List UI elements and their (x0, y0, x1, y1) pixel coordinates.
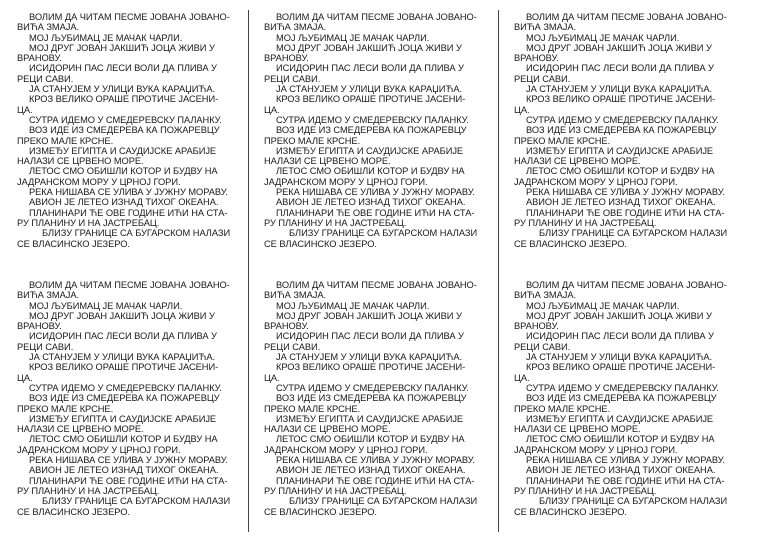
sentence-line: РЕКА НИШАВА СЕ УЛИВА У ЈУЖНУ МОРАВУ. (276, 187, 475, 198)
sentence-line: КРОЗ ВЕЛИКО ОРАШЕ ПРОТИЧЕ ЈАСЕНИ- (29, 362, 219, 373)
sentence-line: ПРЕКО МАЛЕ КРСНЕ. (264, 135, 361, 146)
sentence-line: ЛЕТОС СМО ОБИШЛИ КОТОР И БУДВУ НА (526, 166, 715, 177)
sentence-line: АВИОН ЈЕ ЛЕТЕО ИЗНАД ТИХОГ ОКЕАНА. (29, 197, 219, 208)
sentence-line: ВИЋА ЗМАЈА. (17, 290, 80, 301)
sentence-line: ЛЕТОС СМО ОБИШЛИ КОТОР И БУДВУ НА (29, 434, 218, 445)
sentence-line: ПРЕКО МАЛЕ КРСНЕ. (17, 135, 114, 146)
sentence-block-top-center (264, 12, 492, 249)
sentence-line: АВИОН ЈЕ ЛЕТЕО ИЗНАД ТИХОГ ОКЕАНА. (526, 197, 716, 208)
sentence-line: СУТРА ИДЕМО У СМЕДЕРЕВСКУ ПАЛАНКУ. (276, 382, 469, 393)
column-divider (248, 10, 249, 532)
sentence-line: ВРАНОВУ. (264, 53, 309, 64)
sentence-line: ИЗМЕЂУ ЕГИПТА И САУДИЈСКЕ АРАБИЈЕ (29, 145, 217, 156)
sentence-line: СУТРА ИДЕМО У СМЕДЕРЕВСКУ ПАЛАНКУ. (526, 382, 719, 393)
sentence-line: ЛЕТОС СМО ОБИШЛИ КОТОР И БУДВУ НА (276, 434, 465, 445)
sentence-line: ЈАДРАНСКОМ МОРУ У ЦРНОЈ ГОРИ. (264, 176, 428, 187)
sentence-block-top-right (514, 12, 742, 249)
sentence-line: ПЛАНИНАРИ ЋЕ ОВЕ ГОДИНЕ ИЋИ НА СТА- (276, 475, 475, 486)
sentence-line: РЕКА НИШАВА СЕ УЛИВА У ЈУЖНУ МОРАВУ. (276, 455, 475, 466)
sentence-line: ПЛАНИНАРИ ЋЕ ОВЕ ГОДИНЕ ИЋИ НА СТА- (526, 475, 725, 486)
sentence-line: РУ ПЛАНИНУ И НА ЈАСТРЕБАЦ. (264, 217, 407, 228)
sentence-line: КРОЗ ВЕЛИКО ОРАШЕ ПРОТИЧЕ ЈАСЕНИ- (526, 94, 716, 105)
sentence-line: ИЗМЕЂУ ЕГИПТА И САУДИЈСКЕ АРАБИЈЕ (29, 413, 217, 424)
sentence-line: СУТРА ИДЕМО У СМЕДЕРЕВСКУ ПАЛАНКУ. (276, 114, 469, 125)
sentence-line: ЦА. (17, 104, 33, 115)
sentence-line: МОЈ ДРУГ ЈОВАН ЈАКШИЋ ЈОЦА ЖИВИ У (29, 42, 215, 53)
sentence-line: СУТРА ИДЕМО У СМЕДЕРЕВСКУ ПАЛАНКУ. (29, 382, 222, 393)
sentence-line: ВОЛИМ ДА ЧИТАМ ПЕСМЕ ЈОВАНА ЈОВАНО- (29, 280, 230, 290)
sentence-line: ВОЛИМ ДА ЧИТАМ ПЕСМЕ ЈОВАНА ЈОВАНО- (276, 12, 477, 22)
sentence-line: АВИОН ЈЕ ЛЕТЕО ИЗНАД ТИХОГ ОКЕАНА. (276, 197, 466, 208)
sentence-line: МОЈ ДРУГ ЈОВАН ЈАКШИЋ ЈОЦА ЖИВИ У (29, 310, 215, 321)
sentence-line: ЛЕТОС СМО ОБИШЛИ КОТОР И БУДВУ НА (526, 434, 715, 445)
sentence-line: РЕЦИ САВИ. (17, 73, 74, 84)
sentence-line: МОЈ ЉУБИМАЦ ЈЕ МАЧАК ЧАРЛИ. (276, 32, 430, 43)
sentence-line: МОЈ ЉУБИМАЦ ЈЕ МАЧАК ЧАРЛИ. (29, 300, 183, 311)
sentence-line: КРОЗ ВЕЛИКО ОРАШЕ ПРОТИЧЕ ЈАСЕНИ- (276, 94, 466, 105)
sentence-line: ЈА СТАНУЈЕМ У УЛИЦИ ВУКА КАРАЏИЋА. (276, 84, 462, 95)
sentence-line: МОЈ ДРУГ ЈОВАН ЈАКШИЋ ЈОЦА ЖИВИ У (276, 310, 462, 321)
sentence-line: НАЛАЗИ СЕ ЦРВЕНО МОРЕ. (264, 424, 391, 435)
sentence-line: ИСИДОРИН ПАС ЛЕСИ ВОЛИ ДА ПЛИВА У (276, 63, 464, 74)
sentence-line: ПЛАНИНАРИ ЋЕ ОВЕ ГОДИНЕ ИЋИ НА СТА- (276, 207, 475, 218)
sentence-line: ПЛАНИНАРИ ЋЕ ОВЕ ГОДИНЕ ИЋИ НА СТА- (526, 207, 725, 218)
sentence-line: РЕЦИ САВИ. (514, 341, 571, 352)
sentence-line: РЕКА НИШАВА СЕ УЛИВА У ЈУЖНУ МОРАВУ. (526, 455, 725, 466)
sentence-block-bottom-left (17, 280, 245, 517)
sentence-line: ВРАНОВУ. (514, 321, 559, 332)
sentence-line: МОЈ ЉУБИМАЦ ЈЕ МАЧАК ЧАРЛИ. (526, 32, 680, 43)
sentence-line: НАЛАЗИ СЕ ЦРВЕНО МОРЕ. (514, 156, 641, 167)
sentence-line: ЈАДРАНСКОМ МОРУ У ЦРНОЈ ГОРИ. (514, 444, 678, 455)
sentence-line: ВОЛИМ ДА ЧИТАМ ПЕСМЕ ЈОВАНА ЈОВАНО- (526, 280, 727, 290)
sentence-line: РУ ПЛАНИНУ И НА ЈАСТРЕБАЦ. (514, 485, 657, 496)
sentence-line: ВОЛИМ ДА ЧИТАМ ПЕСМЕ ЈОВАНА ЈОВАНО- (526, 12, 727, 22)
sentence-line: ИЗМЕЂУ ЕГИПТА И САУДИЈСКЕ АРАБИЈЕ (526, 413, 714, 424)
sentence-line: ВОЗ ИДЕ ИЗ СМЕДЕРЕВА КА ПОЖАРЕВЦУ (276, 125, 467, 136)
sentence-line: ВИЋА ЗМАЈА. (17, 22, 80, 33)
sentence-line: ВОЗ ИДЕ ИЗ СМЕДЕРЕВА КА ПОЖАРЕВЦУ (276, 393, 467, 404)
sentence-line: ВИЋА ЗМАЈА. (264, 22, 327, 33)
sentence-line: АВИОН ЈЕ ЛЕТЕО ИЗНАД ТИХОГ ОКЕАНА. (29, 465, 219, 476)
sentence-line: СЕ ВЛАСИНСКО ЈЕЗЕРО. (514, 238, 627, 249)
sentence-line: ПЛАНИНАРИ ЋЕ ОВЕ ГОДИНЕ ИЋИ НА СТА- (29, 475, 228, 486)
sentence-line: СЕ ВЛАСИНСКО ЈЕЗЕРО. (264, 506, 377, 517)
sentence-line: РЕКА НИШАВА СЕ УЛИВА У ЈУЖНУ МОРАВУ. (526, 187, 725, 198)
sentence-line: КРОЗ ВЕЛИКО ОРАШЕ ПРОТИЧЕ ЈАСЕНИ- (526, 362, 716, 373)
sentence-line: ЈАДРАНСКОМ МОРУ У ЦРНОЈ ГОРИ. (17, 176, 181, 187)
sentence-line: СЕ ВЛАСИНСКО ЈЕЗЕРО. (264, 238, 377, 249)
sentence-line: НАЛАЗИ СЕ ЦРВЕНО МОРЕ. (17, 156, 144, 167)
sentence-line: РУ ПЛАНИНУ И НА ЈАСТРЕБАЦ. (17, 217, 160, 228)
sentence-line: ВОЛИМ ДА ЧИТАМ ПЕСМЕ ЈОВАНА ЈОВАНО- (276, 280, 477, 290)
sentence-line: БЛИЗУ ГРАНИЦЕ СА БУГАРСКОМ НАЛАЗИ (42, 228, 231, 239)
sentence-line: ИЗМЕЂУ ЕГИПТА И САУДИЈСКЕ АРАБИЈЕ (526, 145, 714, 156)
sentence-line: ЛЕТОС СМО ОБИШЛИ КОТОР И БУДВУ НА (29, 166, 218, 177)
sentence-line: РУ ПЛАНИНУ И НА ЈАСТРЕБАЦ. (514, 217, 657, 228)
sentence-block-bottom-center (264, 280, 492, 517)
sentence-line: ИСИДОРИН ПАС ЛЕСИ ВОЛИ ДА ПЛИВА У (276, 331, 464, 342)
sentence-line: РЕКА НИШАВА СЕ УЛИВА У ЈУЖНУ МОРАВУ. (29, 455, 228, 466)
sentence-line: ИЗМЕЂУ ЕГИПТА И САУДИЈСКЕ АРАБИЈЕ (276, 413, 464, 424)
sentence-block-bottom-right (514, 280, 742, 517)
sentence-line: ВОЗ ИДЕ ИЗ СМЕДЕРЕВА КА ПОЖАРЕВЦУ (526, 125, 717, 136)
sentence-line: ИЗМЕЂУ ЕГИПТА И САУДИЈСКЕ АРАБИЈЕ (276, 145, 464, 156)
sentence-line: МОЈ ДРУГ ЈОВАН ЈАКШИЋ ЈОЦА ЖИВИ У (276, 42, 462, 53)
sentence-line: КРОЗ ВЕЛИКО ОРАШЕ ПРОТИЧЕ ЈАСЕНИ- (29, 94, 219, 105)
sentence-line: СЕ ВЛАСИНСКО ЈЕЗЕРО. (17, 506, 130, 517)
sentence-line: СУТРА ИДЕМО У СМЕДЕРЕВСКУ ПАЛАНКУ. (526, 114, 719, 125)
sentence-line: ЈАДРАНСКОМ МОРУ У ЦРНОЈ ГОРИ. (514, 176, 678, 187)
sentence-line: ЈА СТАНУЈЕМ У УЛИЦИ ВУКА КАРАЏИЋА. (526, 84, 712, 95)
sentence-line: МОЈ ДРУГ ЈОВАН ЈАКШИЋ ЈОЦА ЖИВИ У (526, 310, 712, 321)
sentence-line: БЛИЗУ ГРАНИЦЕ СА БУГАРСКОМ НАЛАЗИ (42, 496, 231, 507)
sentence-line: ВРАНОВУ. (17, 53, 62, 64)
sentence-line: СЕ ВЛАСИНСКО ЈЕЗЕРО. (514, 506, 627, 517)
sentence-line: ЦА. (264, 104, 280, 115)
sentence-line: ЈАДРАНСКОМ МОРУ У ЦРНОЈ ГОРИ. (17, 444, 181, 455)
sentence-line: ЦА. (264, 372, 280, 383)
sentence-line: ПЛАНИНАРИ ЋЕ ОВЕ ГОДИНЕ ИЋИ НА СТА- (29, 207, 228, 218)
sentence-line: РЕЦИ САВИ. (17, 341, 74, 352)
sentence-line: НАЛАЗИ СЕ ЦРВЕНО МОРЕ. (264, 156, 391, 167)
sentence-line: РУ ПЛАНИНУ И НА ЈАСТРЕБАЦ. (17, 485, 160, 496)
sentence-line: ВРАНОВУ. (514, 53, 559, 64)
sentence-line: РЕЦИ САВИ. (264, 73, 321, 84)
sentence-line: ВОЗ ИДЕ ИЗ СМЕДЕРЕВА КА ПОЖАРЕВЦУ (29, 393, 220, 404)
sentence-line: ВОЛИМ ДА ЧИТАМ ПЕСМЕ ЈОВАНА ЈОВАНО- (29, 12, 230, 22)
sentence-line: ЛЕТОС СМО ОБИШЛИ КОТОР И БУДВУ НА (276, 166, 465, 177)
sentence-line: ИСИДОРИН ПАС ЛЕСИ ВОЛИ ДА ПЛИВА У (29, 63, 217, 74)
sentence-line: МОЈ ЉУБИМАЦ ЈЕ МАЧАК ЧАРЛИ. (276, 300, 430, 311)
sentence-line: РЕКА НИШАВА СЕ УЛИВА У ЈУЖНУ МОРАВУ. (29, 187, 228, 198)
sentence-line: ЈА СТАНУЈЕМ У УЛИЦИ ВУКА КАРАЏИЋА. (526, 352, 712, 363)
sentence-line: ВОЗ ИДЕ ИЗ СМЕДЕРЕВА КА ПОЖАРЕВЦУ (29, 125, 220, 136)
sentence-line: ИСИДОРИН ПАС ЛЕСИ ВОЛИ ДА ПЛИВА У (29, 331, 217, 342)
sentence-line: ПРЕКО МАЛЕ КРСНЕ. (17, 403, 114, 414)
sentence-line: БЛИЗУ ГРАНИЦЕ СА БУГАРСКОМ НАЛАЗИ (539, 228, 728, 239)
sentence-line: БЛИЗУ ГРАНИЦЕ СА БУГАРСКОМ НАЛАЗИ (289, 496, 478, 507)
sentence-line: ПРЕКО МАЛЕ КРСНЕ. (264, 403, 361, 414)
sentence-line: ИСИДОРИН ПАС ЛЕСИ ВОЛИ ДА ПЛИВА У (526, 63, 714, 74)
sentence-line: БЛИЗУ ГРАНИЦЕ СА БУГАРСКОМ НАЛАЗИ (539, 496, 728, 507)
sentence-line: НАЛАЗИ СЕ ЦРВЕНО МОРЕ. (514, 424, 641, 435)
sentence-line: СЕ ВЛАСИНСКО ЈЕЗЕРО. (17, 238, 130, 249)
sentence-line: ЈА СТАНУЈЕМ У УЛИЦИ ВУКА КАРАЏИЋА. (276, 352, 462, 363)
sentence-line: ЦА. (514, 104, 530, 115)
sentence-line: ЈАДРАНСКОМ МОРУ У ЦРНОЈ ГОРИ. (264, 444, 428, 455)
sentence-line: ВИЋА ЗМАЈА. (264, 290, 327, 301)
sentence-line: БЛИЗУ ГРАНИЦЕ СА БУГАРСКОМ НАЛАЗИ (289, 228, 478, 239)
sentence-line: РЕЦИ САВИ. (264, 341, 321, 352)
sentence-line: ПРЕКО МАЛЕ КРСНЕ. (514, 135, 611, 146)
sentence-line: ИСИДОРИН ПАС ЛЕСИ ВОЛИ ДА ПЛИВА У (526, 331, 714, 342)
sentence-line: СУТРА ИДЕМО У СМЕДЕРЕВСКУ ПАЛАНКУ. (29, 114, 222, 125)
sentence-line: ВИЋА ЗМАЈА. (514, 290, 577, 301)
sentence-line: РЕЦИ САВИ. (514, 73, 571, 84)
sentence-line: ЦА. (17, 372, 33, 383)
sentence-line: ПРЕКО МАЛЕ КРСНЕ. (514, 403, 611, 414)
sentence-line: ЈА СТАНУЈЕМ У УЛИЦИ ВУКА КАРАЏИЋА. (29, 352, 215, 363)
column-divider (498, 10, 499, 532)
sentence-block-top-left (17, 12, 245, 249)
sentence-line: ЈА СТАНУЈЕМ У УЛИЦИ ВУКА КАРАЏИЋА. (29, 84, 215, 95)
sentence-line: МОЈ ЉУБИМАЦ ЈЕ МАЧАК ЧАРЛИ. (29, 32, 183, 43)
sentence-line: ВРАНОВУ. (264, 321, 309, 332)
sentence-line: АВИОН ЈЕ ЛЕТЕО ИЗНАД ТИХОГ ОКЕАНА. (526, 465, 716, 476)
sentence-line: ЦА. (514, 372, 530, 383)
sentence-line: АВИОН ЈЕ ЛЕТЕО ИЗНАД ТИХОГ ОКЕАНА. (276, 465, 466, 476)
sentence-line: РУ ПЛАНИНУ И НА ЈАСТРЕБАЦ. (264, 485, 407, 496)
sentence-line: ВОЗ ИДЕ ИЗ СМЕДЕРЕВА КА ПОЖАРЕВЦУ (526, 393, 717, 404)
sentence-line: МОЈ ЉУБИМАЦ ЈЕ МАЧАК ЧАРЛИ. (526, 300, 680, 311)
sentence-line: КРОЗ ВЕЛИКО ОРАШЕ ПРОТИЧЕ ЈАСЕНИ- (276, 362, 466, 373)
sentence-line: МОЈ ДРУГ ЈОВАН ЈАКШИЋ ЈОЦА ЖИВИ У (526, 42, 712, 53)
sentence-line: ВРАНОВУ. (17, 321, 62, 332)
sentence-line: ВИЋА ЗМАЈА. (514, 22, 577, 33)
sentence-line: НАЛАЗИ СЕ ЦРВЕНО МОРЕ. (17, 424, 144, 435)
